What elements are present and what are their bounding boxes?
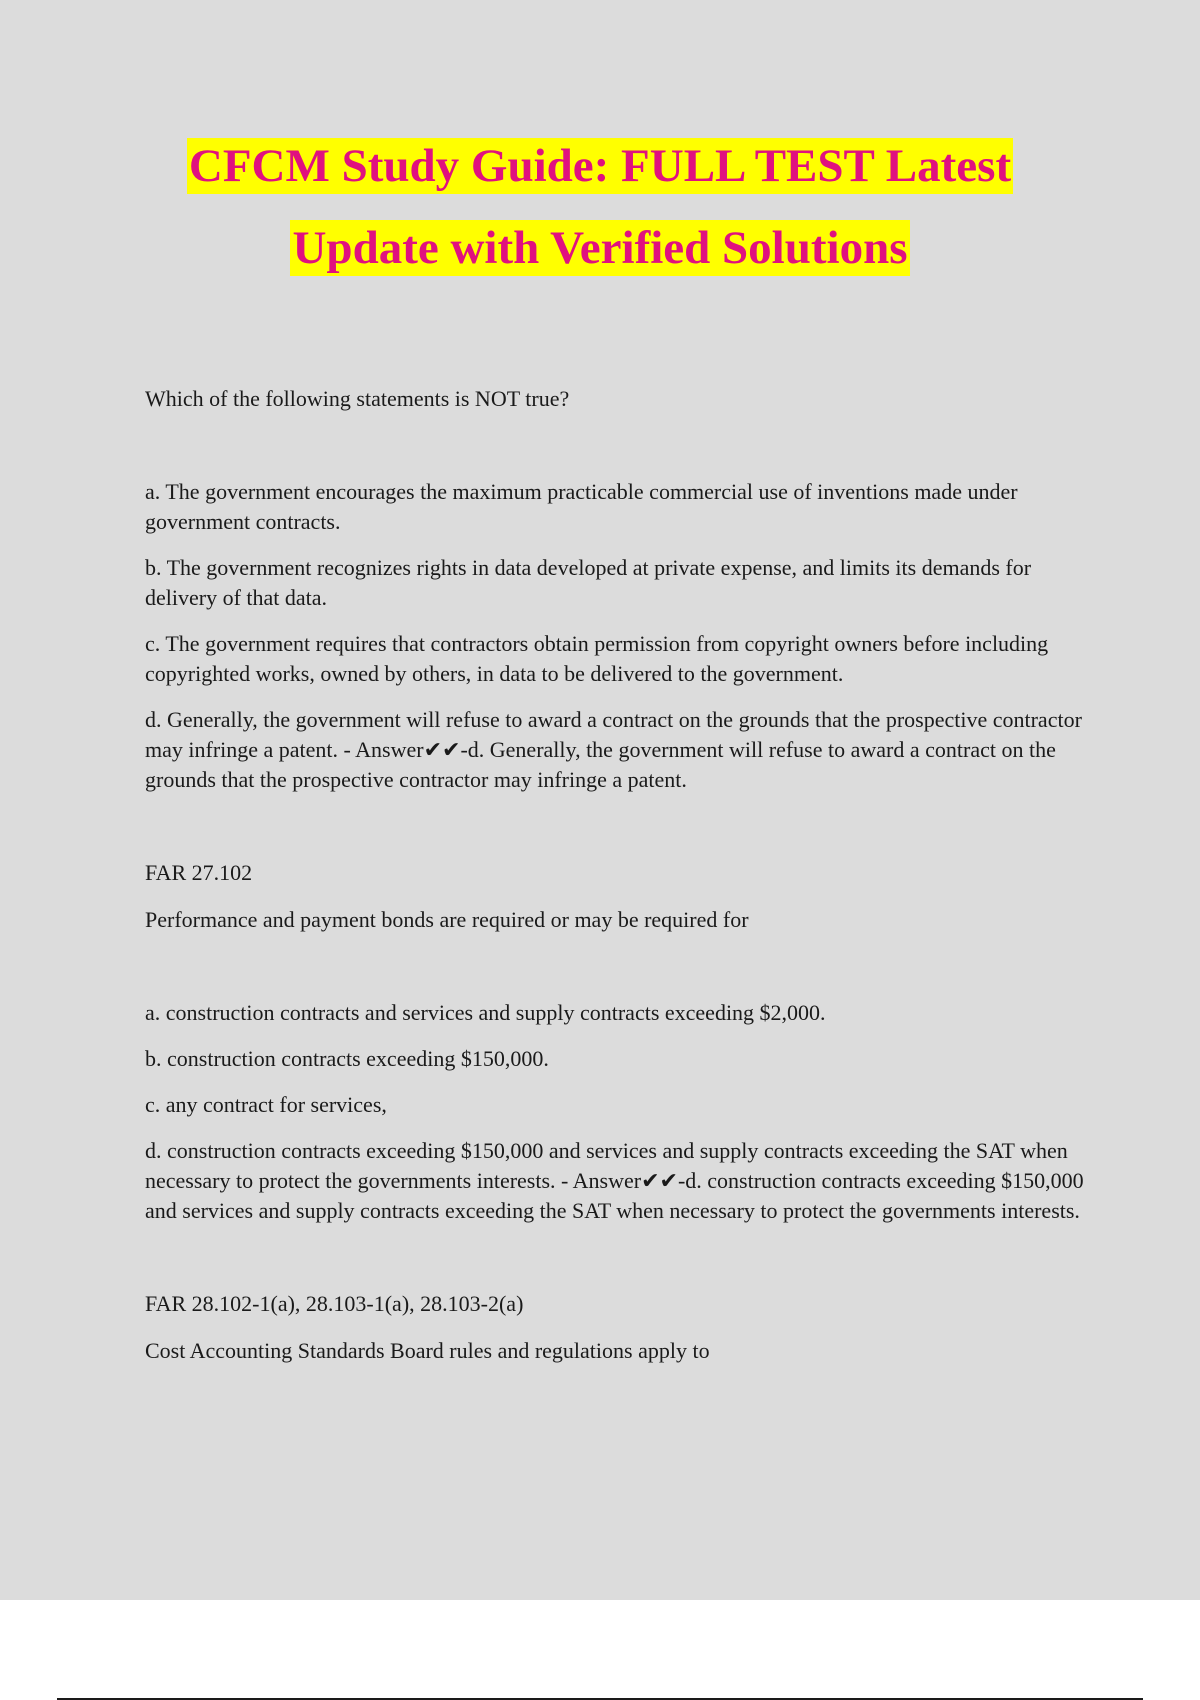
question-3-prompt: Cost Accounting Standards Board rules and regulations apply to (145, 1338, 710, 1363)
question-2-prompt: Performance and payment bonds are required or may be required for (145, 907, 749, 932)
document-title (0, 138, 1200, 302)
title-line-2: Update with Verified Solutions (292, 222, 908, 274)
question-1-option-a: a. The government encourages the maximum practicable commercial use of inventions made under government contracts. (145, 479, 1018, 534)
question-2-reference: FAR 28.102-1(a), 28.103-1(a), 28.103-2(a) (145, 1291, 524, 1316)
question-1-option-b: b. The government recognizes rights in data developed at private expense, and limits its demands for delivery of that data. (145, 555, 1032, 610)
question-2-option-b: b. construction contracts exceeding $150,000. (145, 1046, 549, 1071)
question-2-option-d-answer: d. construction contracts exceeding $150,000 and services and supply contracts exceeding the SAT when necessary to protect the governments interests. - Answer✔✔-d. construction contracts exceeding $150,000 and services and supply contracts exceeding the SAT when necessary to protect the governments interests. (145, 1138, 1084, 1223)
question-1-option-d-answer: d. Generally, the government will refuse to award a contract on the grounds that the prospective contractor may infringe a patent. - Answer✔✔-d. Generally, the government will refuse to award a contract on the grounds that the prospective contractor may infringe a patent. (145, 707, 1082, 792)
question-1-reference: FAR 27.102 (145, 860, 253, 885)
document-body (145, 384, 1095, 1366)
question-1-option-c: c. The government requires that contractors obtain permission from copyright owners before including copyrighted works, owned by others, in data to be delivered to the government. (145, 631, 1049, 686)
question-2-option-a: a. construction contracts and services and supply contracts exceeding $2,000. (145, 1000, 826, 1025)
question-1-prompt: Which of the following statements is NOT true? (145, 386, 570, 411)
question-2-option-c: c. any contract for services, (145, 1092, 387, 1117)
title-line-1: CFCM Study Guide: FULL TEST Latest (188, 140, 1012, 192)
